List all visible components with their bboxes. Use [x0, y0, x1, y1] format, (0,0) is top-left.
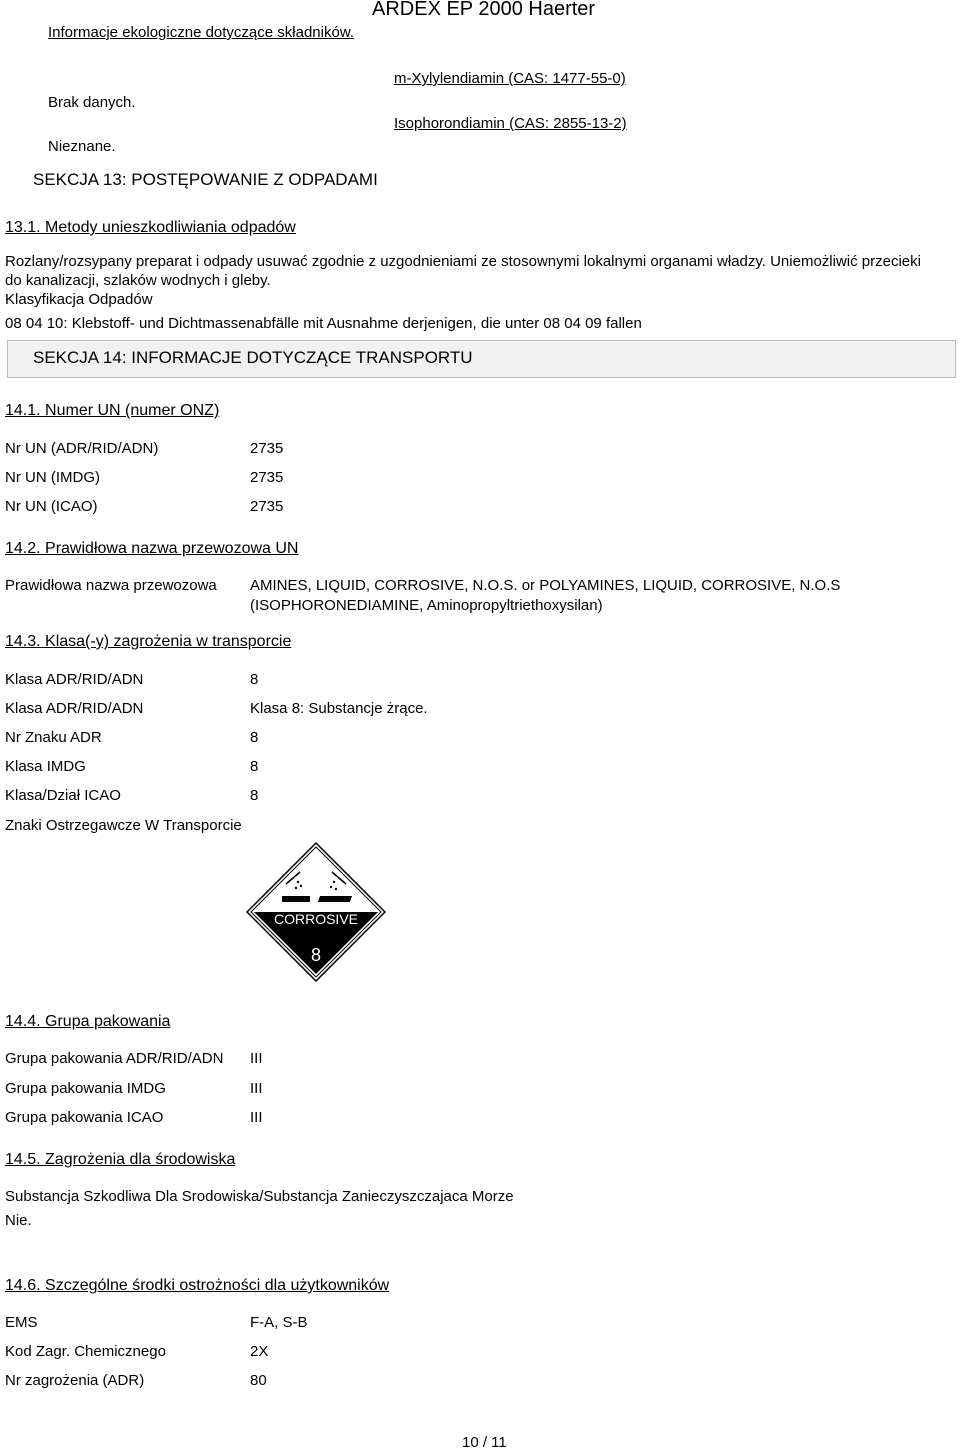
- shipping-name-value-line-1: AMINES, LIQUID, CORROSIVE, N.O.S. or POLYAMINES, LIQUID, CORROSIVE, N.O.S: [250, 577, 841, 594]
- hazard-class-value-adr-desc: Klasa 8: Substancje żrące.: [250, 700, 428, 717]
- hazard-class-value-adr: 8: [250, 671, 259, 688]
- un-number-value-icao: 2735: [250, 498, 284, 515]
- shipping-name-value-line-2: (ISOPHORONEDIAMINE, Aminopropyltriethoxysilan): [250, 597, 603, 614]
- page-number: 10 / 11: [462, 1434, 507, 1451]
- packing-group-value-icao: III: [250, 1109, 263, 1126]
- eco-info-text-2: Nieznane.: [48, 138, 116, 155]
- packing-group-value-adr: III: [250, 1050, 263, 1067]
- subsection-14-6-title: 14.6. Szczególne środki ostrożności dla użytkowników: [5, 1277, 390, 1294]
- icao-class-label: Klasa/Dział ICAO: [5, 787, 121, 804]
- section-14-title: SEKCJA 14: INFORMACJE DOTYCZĄCE TRANSPORTU: [33, 348, 473, 367]
- disposal-text-line-1: Rozlany/rozsypany preparat i odpady usuwać zgodnie z uzgodnieniami ze stosownymi lokalnymi organami władzy. Uniemożliwić przecieki: [5, 253, 921, 270]
- hazard-class-label-adr: Klasa ADR/RID/ADN: [5, 671, 144, 688]
- packing-group-label-imdg: Grupa pakowania IMDG: [5, 1080, 166, 1097]
- subsection-14-1-title: 14.1. Numer UN (numer ONZ): [5, 402, 220, 419]
- pictogram-number: 8: [310, 945, 322, 965]
- subsection-14-2-title: 14.2. Prawidłowa nazwa przewozowa UN: [5, 540, 299, 557]
- chemical-code-value: 2X: [250, 1343, 269, 1360]
- adr-label-number-value: 8: [250, 729, 259, 746]
- product-title: ARDEX EP 2000 Haerter: [372, 0, 596, 20]
- subsection-13-1-title: 13.1. Metody unieszkodliwiania odpadów: [5, 219, 296, 236]
- subsection-14-3-title: 14.3. Klasa(-y) zagrożenia w transporcie: [5, 633, 292, 650]
- pictogram-text: CORROSIVE: [273, 911, 359, 927]
- ems-label: EMS: [5, 1314, 38, 1331]
- hazard-class-label-adr-desc: Klasa ADR/RID/ADN: [5, 700, 144, 717]
- disposal-text-line-2: do kanalizacji, szlaków wodnych i gleby.: [5, 272, 271, 289]
- adr-label-number-label: Nr Znaku ADR: [5, 729, 102, 746]
- corrosive-diamond-icon: [246, 842, 386, 982]
- ingredient-link-1[interactable]: m-Xylylendiamin (CAS: 1477-55-0): [394, 70, 626, 87]
- packing-group-label-icao: Grupa pakowania ICAO: [5, 1109, 164, 1126]
- shipping-name-label: Prawidłowa nazwa przewozowa: [5, 577, 217, 594]
- transport-pictogram-label: Znaki Ostrzegawcze W Transporcie: [5, 817, 242, 834]
- waste-code: 08 04 10: Klebstoff- und Dichtmassenabfälle mit Ausnahme derjenigen, die unter 08 04 09 fallen: [5, 315, 642, 332]
- imdg-class-label: Klasa IMDG: [5, 758, 86, 775]
- packing-group-label-adr: Grupa pakowania ADR/RID/ADN: [5, 1050, 224, 1067]
- icao-class-value: 8: [250, 787, 259, 804]
- hazard-number-value: 80: [250, 1372, 267, 1389]
- section-13-title: SEKCJA 13: POSTĘPOWANIE Z ODPADAMI: [33, 170, 378, 189]
- eco-info-text-1: Brak danych.: [48, 94, 136, 111]
- ecology-info-link[interactable]: Informacje ekologiczne dotyczące składników.: [48, 24, 354, 41]
- ingredient-link-2[interactable]: Isophorondiamin (CAS: 2855-13-2): [394, 115, 627, 132]
- packing-group-value-imdg: III: [250, 1080, 263, 1097]
- subsection-14-4-title: 14.4. Grupa pakowania: [5, 1013, 171, 1030]
- chemical-code-label: Kod Zagr. Chemicznego: [5, 1343, 166, 1360]
- environment-hazard-label: Substancja Szkodliwa Dla Srodowiska/Substancja Zanieczyszczajaca Morze: [5, 1188, 514, 1205]
- un-number-label-adr: Nr UN (ADR/RID/ADN): [5, 440, 159, 457]
- waste-classification-label: Klasyfikacja Odpadów: [5, 291, 153, 308]
- imdg-class-value: 8: [250, 758, 259, 775]
- ems-value: F-A, S-B: [250, 1314, 308, 1331]
- un-number-value-imdg: 2735: [250, 469, 284, 486]
- environment-hazard-value: Nie.: [5, 1212, 32, 1229]
- un-number-label-imdg: Nr UN (IMDG): [5, 469, 100, 486]
- un-number-value-adr: 2735: [250, 440, 284, 457]
- subsection-14-5-title: 14.5. Zagrożenia dla środowiska: [5, 1151, 236, 1168]
- un-number-label-icao: Nr UN (ICAO): [5, 498, 98, 515]
- hazard-number-label: Nr zagrożenia (ADR): [5, 1372, 145, 1389]
